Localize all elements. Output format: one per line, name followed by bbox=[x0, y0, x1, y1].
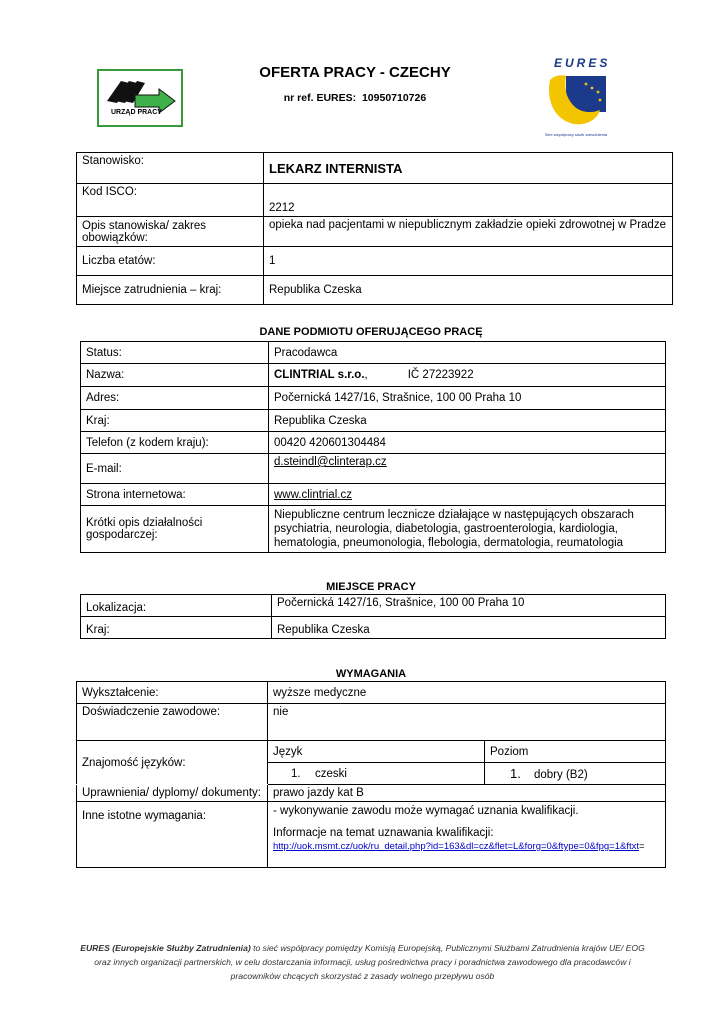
employer-name-label: Nazwa: bbox=[81, 364, 269, 387]
footer-text-3: pracowników chcących skorzystać z zasady wolnego przepływu osób bbox=[230, 971, 495, 981]
employer-name-value: CLINTRIAL s.r.o. bbox=[274, 369, 365, 381]
workplace-country-value-2: Republika Czeska bbox=[272, 617, 666, 639]
positions-count-value: 1 bbox=[264, 247, 673, 276]
reference-label: nr ref. EURES: bbox=[283, 92, 357, 104]
permits-label: Uprawnienia/ dyplomy/ dokumenty: bbox=[77, 785, 268, 802]
urzad-pracy-logo-graphic bbox=[99, 71, 181, 125]
urzad-pracy-logo-text: URZĄD PRACY bbox=[111, 109, 162, 116]
level-item bbox=[485, 763, 666, 785]
business-description-label: Krótki opis działalności gospodarczej: bbox=[81, 506, 269, 553]
footer-text-1: to sieć współpracy pomiędzy Komisją Europejską, Publicznymi Służbami Zatrudnienia krajów UE/ EOG bbox=[250, 943, 645, 953]
workplace-country-value: Republika Czeska bbox=[264, 276, 673, 305]
language-item-value: czeski bbox=[315, 767, 347, 780]
footer-bold: EURES (Europejskie Służby Zatrudnienia) bbox=[80, 943, 251, 953]
workplace-heading: MIEJSCE PRACY bbox=[326, 581, 416, 593]
address-value: Počernická 1427/16, Strašnice, 100 00 Praha 10 bbox=[269, 387, 666, 410]
experience-value: nie bbox=[268, 704, 666, 741]
isco-code-label: Kod ISCO: bbox=[77, 184, 264, 217]
requirements-heading: WYMAGANIA bbox=[335, 668, 407, 680]
isco-code-value: 2212 bbox=[264, 184, 673, 217]
job-position-value: LEKARZ INTERNISTA bbox=[264, 153, 673, 184]
experience-label: Doświadczenie zawodowe: bbox=[77, 704, 268, 741]
business-description-value: Niepubliczne centrum lecznicze działające w następujących obszarach psychiatria, neurologia, diabetologia, gastroenterologia, kardiologia, hematologia, pneumonologia, flebologia, dermatologia, reumatologia bbox=[269, 506, 666, 553]
workplace-table bbox=[80, 594, 666, 639]
footer bbox=[40, 941, 685, 983]
other-requirements-label: Inne istotne wymagania: bbox=[77, 802, 268, 868]
email-label: E-mail: bbox=[81, 454, 269, 484]
language-item bbox=[268, 763, 485, 785]
education-label: Wykształcenie: bbox=[77, 682, 268, 704]
language-item-number: 1. bbox=[291, 767, 301, 780]
employer-name-cell bbox=[269, 364, 666, 387]
other-requirements-line1: - wykonywanie zawodu może wymagać uznania kwalifikacji. bbox=[273, 805, 579, 817]
workplace-country-label-2: Kraj: bbox=[81, 617, 272, 639]
employer-country-value: Republika Czeska bbox=[269, 410, 666, 432]
job-description-value: opieka nad pacjentami w niepublicznym zakładzie opieki zdrowotnej w Pradze bbox=[264, 217, 673, 247]
status-value: Pracodawca bbox=[269, 342, 666, 364]
permits-value: prawo jazdy kat B bbox=[268, 785, 666, 802]
footer-text-2: oraz innych organizacji partnerskich, w celu dostarczania informacji, usług pośrednictwa pracy i poradnictwa zawodowego dla pracodawców i bbox=[94, 957, 631, 967]
location-value: Počernická 1427/16, Strašnice, 100 00 Praha 10 bbox=[272, 595, 666, 617]
status-label: Status: bbox=[81, 342, 269, 364]
reference-number: 10950710726 bbox=[361, 92, 427, 104]
reference-line bbox=[200, 92, 510, 104]
phone-value: 00420 420601304484 bbox=[269, 432, 666, 454]
requirements-table bbox=[76, 681, 666, 868]
urzad-pracy-logo bbox=[97, 69, 183, 127]
education-value: wyższe medyczne bbox=[268, 682, 666, 704]
eures-logo-subtext: Sieć współpracy służb zatrudnienia bbox=[544, 132, 608, 137]
qualifications-link-tail: = bbox=[638, 841, 645, 852]
employer-heading: DANE PODMIOTU OFERUJĄCEGO PRACĘ bbox=[259, 326, 483, 338]
eures-logo bbox=[540, 56, 612, 142]
language-column-header: Język bbox=[268, 741, 485, 763]
employer-ic-value: IČ 27223922 bbox=[407, 369, 474, 381]
employer-country-label: Kraj: bbox=[81, 410, 269, 432]
phone-label: Telefon (z kodem kraju): bbox=[81, 432, 269, 454]
website-link[interactable]: www.clintrial.cz bbox=[274, 488, 352, 501]
employer-table bbox=[80, 341, 666, 553]
qualifications-link[interactable]: http://uok.msmt.cz/uok/ru_detail.php?id=163&dl=cz&flet=L&forg=0&ftype=0&fpg=1&ftxt bbox=[273, 841, 639, 852]
level-column-header: Poziom bbox=[485, 741, 666, 763]
job-description-label: Opis stanowiska/ zakres obowiązków: bbox=[77, 217, 264, 247]
location-label: Lokalizacja: bbox=[81, 595, 272, 617]
eures-logo-graphic bbox=[544, 70, 608, 130]
workplace-country-label: Miejsce zatrudnienia – kraj: bbox=[77, 276, 264, 305]
positions-count-label: Liczba etatów: bbox=[77, 247, 264, 276]
page-title: OFERTA PRACY - CZECHY bbox=[259, 64, 451, 81]
address-label: Adres: bbox=[81, 387, 269, 410]
job-position-label: Stanowisko: bbox=[77, 153, 264, 184]
website-label: Strona internetowa: bbox=[81, 484, 269, 506]
employer-name-suffix: , bbox=[364, 369, 368, 381]
email-link[interactable]: d.steindl@clinterap.cz bbox=[274, 456, 387, 468]
job-table bbox=[76, 152, 673, 305]
languages-label: Znajomość języków: bbox=[77, 741, 268, 785]
other-requirements-line2: Informacje na temat uznawania kwalifikacji: bbox=[273, 827, 494, 839]
level-item-value: dobry (B2) bbox=[534, 769, 588, 781]
level-item-number: 1. bbox=[510, 766, 521, 781]
eures-logo-text: EURES bbox=[554, 56, 611, 70]
